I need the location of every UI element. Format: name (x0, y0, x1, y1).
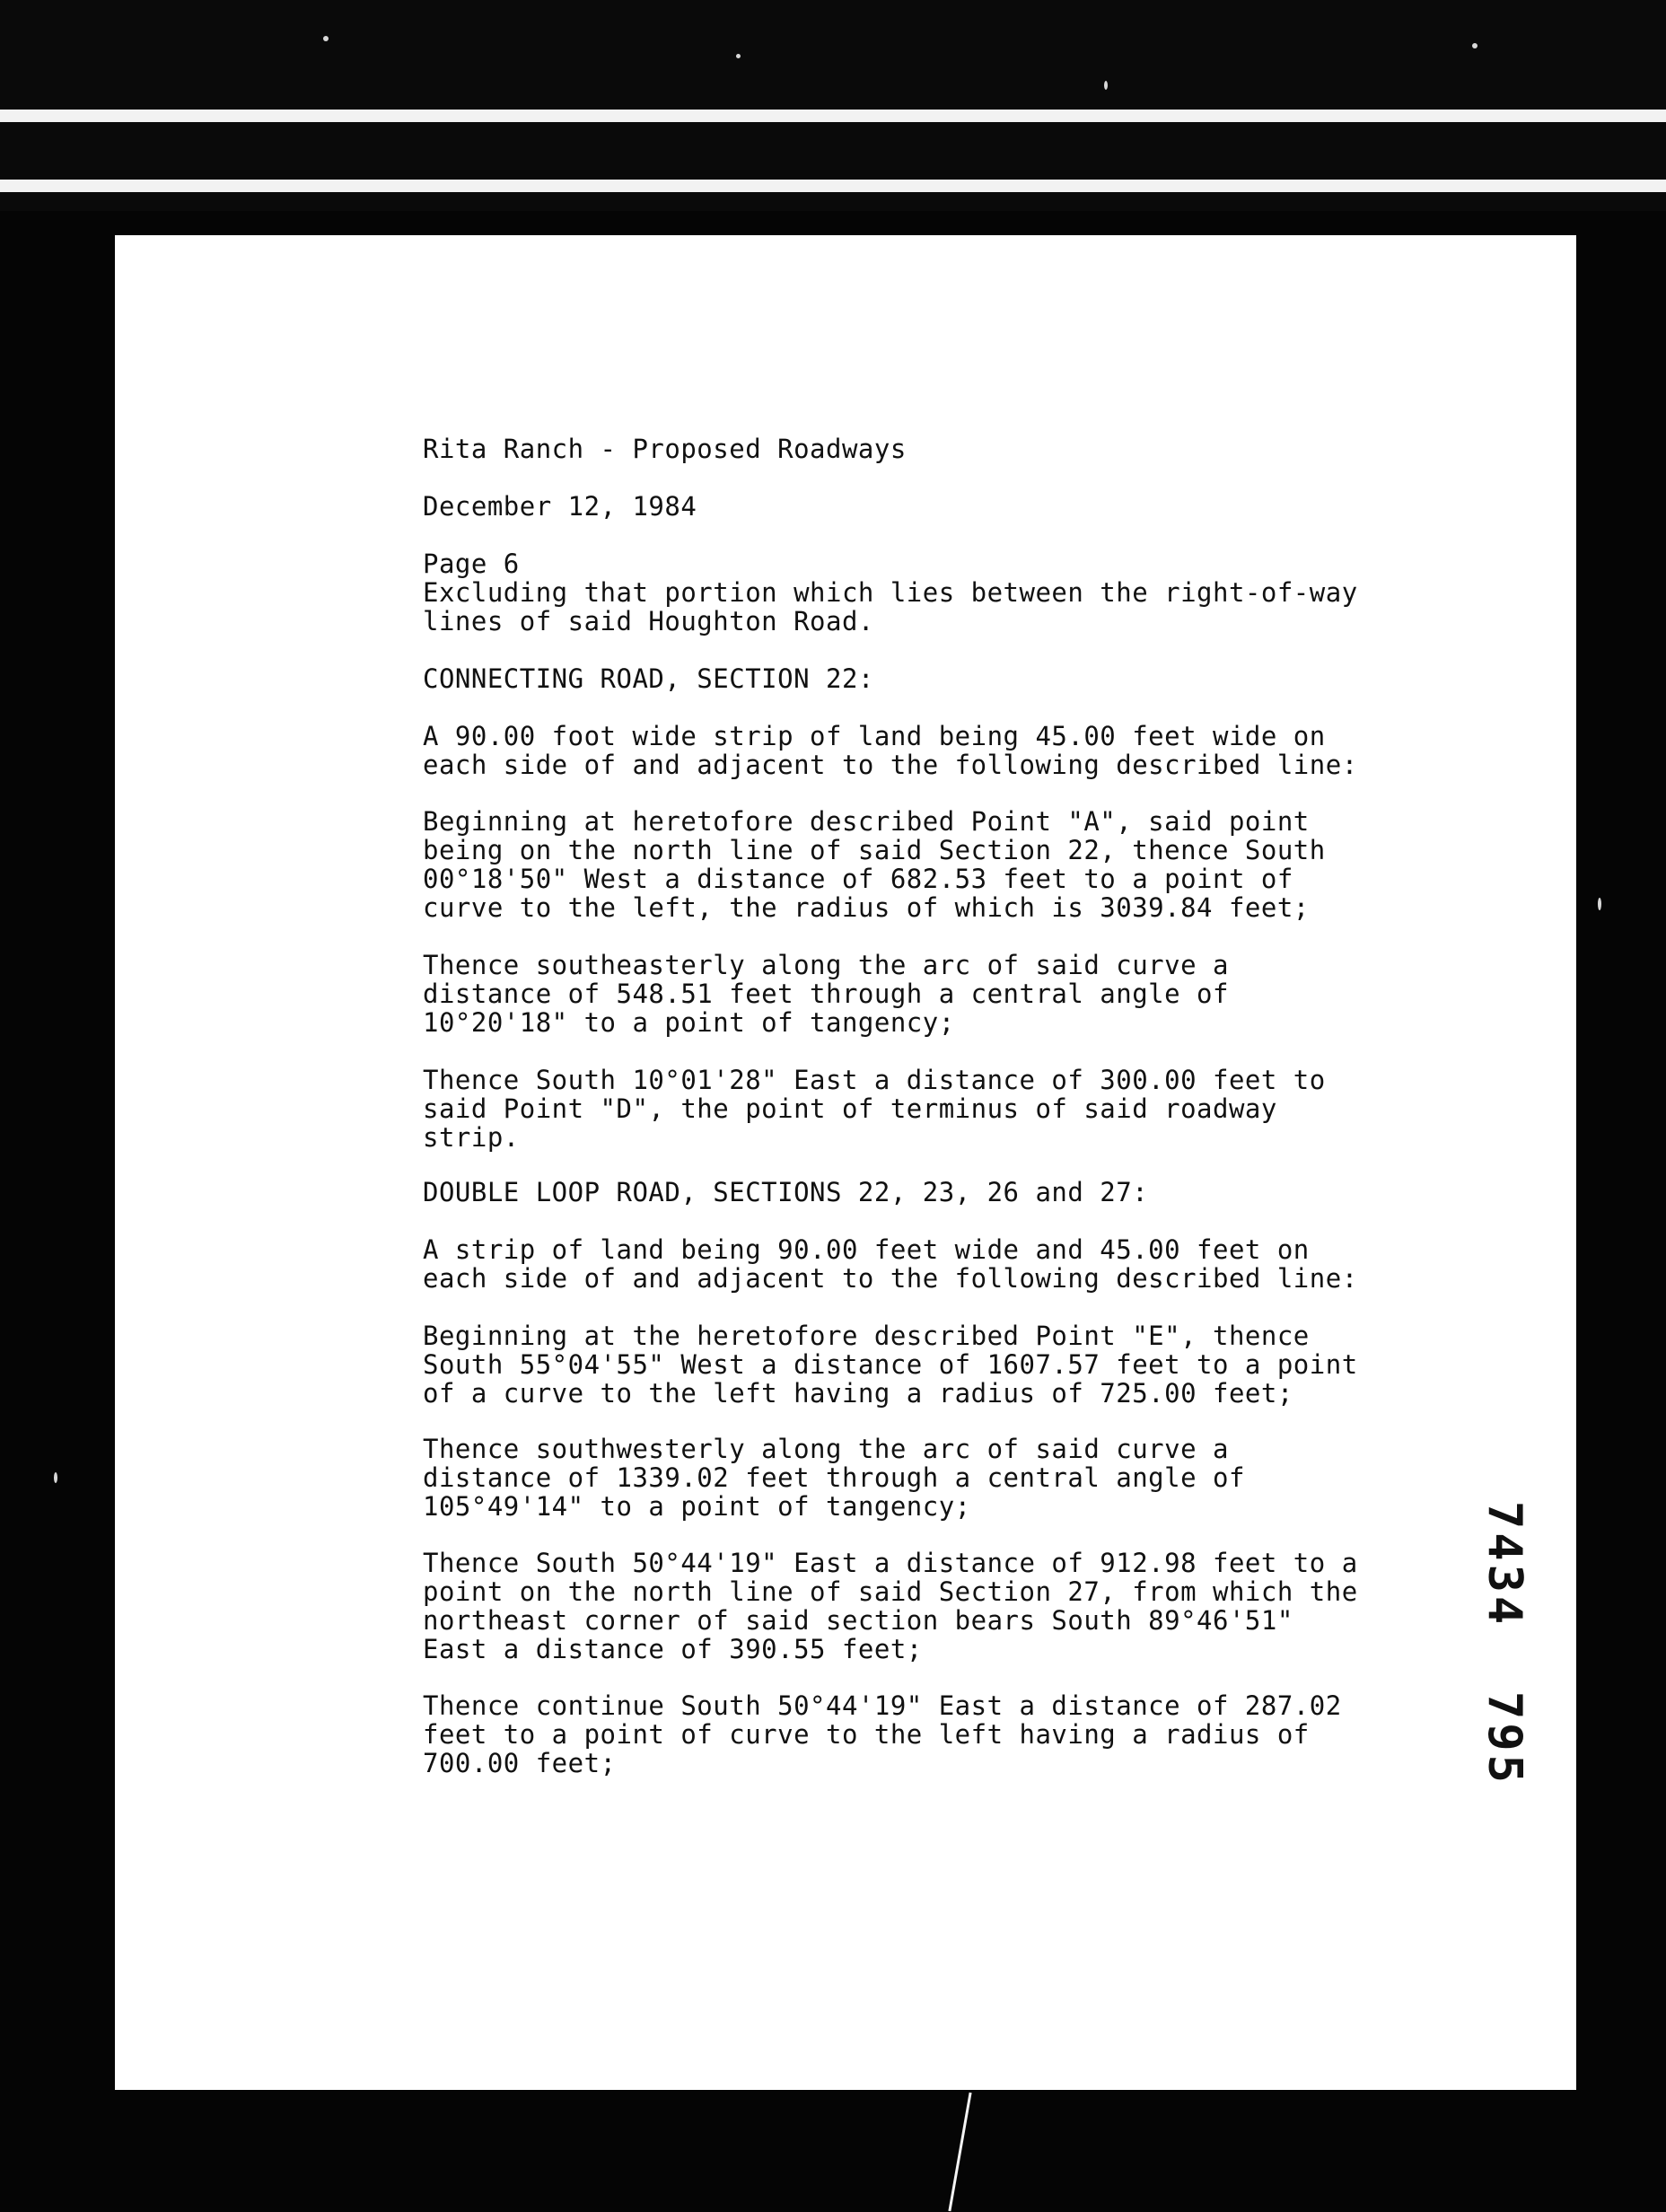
page-number: Page 6 (423, 549, 520, 579)
scan-speck (1472, 43, 1477, 48)
scan-speck (1104, 81, 1108, 90)
scan-speck (54, 1472, 57, 1483)
section-heading-double-loop-road: DOUBLE LOOP ROAD, SECTIONS 22, 23, 26 and 27: (423, 1177, 1149, 1207)
scan-speck (1598, 898, 1601, 910)
paragraph-southeasterly-arc: Thence southeasterly along the arc of said curve a distance of 548.51 feet through a central angle of 10°20'18" to a point of tangency; (423, 950, 1229, 1038)
paragraph-continue-south: Thence continue South 50°44'19" East a distance of 287.02 feet to a point of curve to the left having a radius of 700.00 feet; (423, 1690, 1342, 1778)
document-page (115, 235, 1576, 2090)
scan-top-border (0, 0, 1666, 211)
document-title: Rita Ranch - Proposed Roadways (423, 434, 907, 464)
scan-speck (323, 36, 329, 41)
paragraph-beginning-point-e: Beginning at the heretofore described Point "E", thence South 55°04'55" West a distance of 1607.57 feet to a point of a curve to the left having a radius of 725.00 feet; (423, 1321, 1358, 1409)
paragraph-point-d: Thence South 10°01'28" East a distance of 300.00 feet to said Point "D", the point of terminus of said roadway strip. (423, 1065, 1326, 1153)
section-heading-connecting-road: CONNECTING ROAD, SECTION 22: (423, 663, 874, 694)
document-date: December 12, 1984 (423, 491, 697, 522)
paragraph-excluding: Excluding that portion which lies between the right-of-way lines of said Houghton Road. (423, 577, 1358, 636)
paragraph-strip-of-land: A strip of land being 90.00 feet wide and 45.00 feet on each side of and adjacent to the following described line: (423, 1234, 1358, 1294)
side-docket-number: 7434 (1477, 1501, 1531, 1628)
side-page-number: 795 (1477, 1691, 1531, 1786)
paragraph-beginning-point-a: Beginning at heretofore described Point "A", said point being on the north line of said Section 22, thence South 00°18'50" West a distance of 682.53 feet to a point of curve to the left, the radius of which is 3039.84 feet; (423, 806, 1326, 923)
scan-stripe (0, 180, 1666, 192)
scan-scratch (948, 2093, 971, 2211)
scan-speck (736, 54, 741, 58)
paragraph-strip-description: A 90.00 foot wide strip of land being 45.00 feet wide on each side of and adjacent to the following described line: (423, 721, 1358, 780)
scan-stripe (0, 110, 1666, 122)
paragraph-southwesterly-arc: Thence southwesterly along the arc of said curve a distance of 1339.02 feet through a central angle of 105°49'14" to a point of tangency; (423, 1434, 1245, 1522)
paragraph-south-50-east: Thence South 50°44'19" East a distance of 912.98 feet to a point on the north line of said Section 27, from which the northeast corner of said section bears South 89°46'51" East a distance of 390.55 feet; (423, 1548, 1358, 1664)
